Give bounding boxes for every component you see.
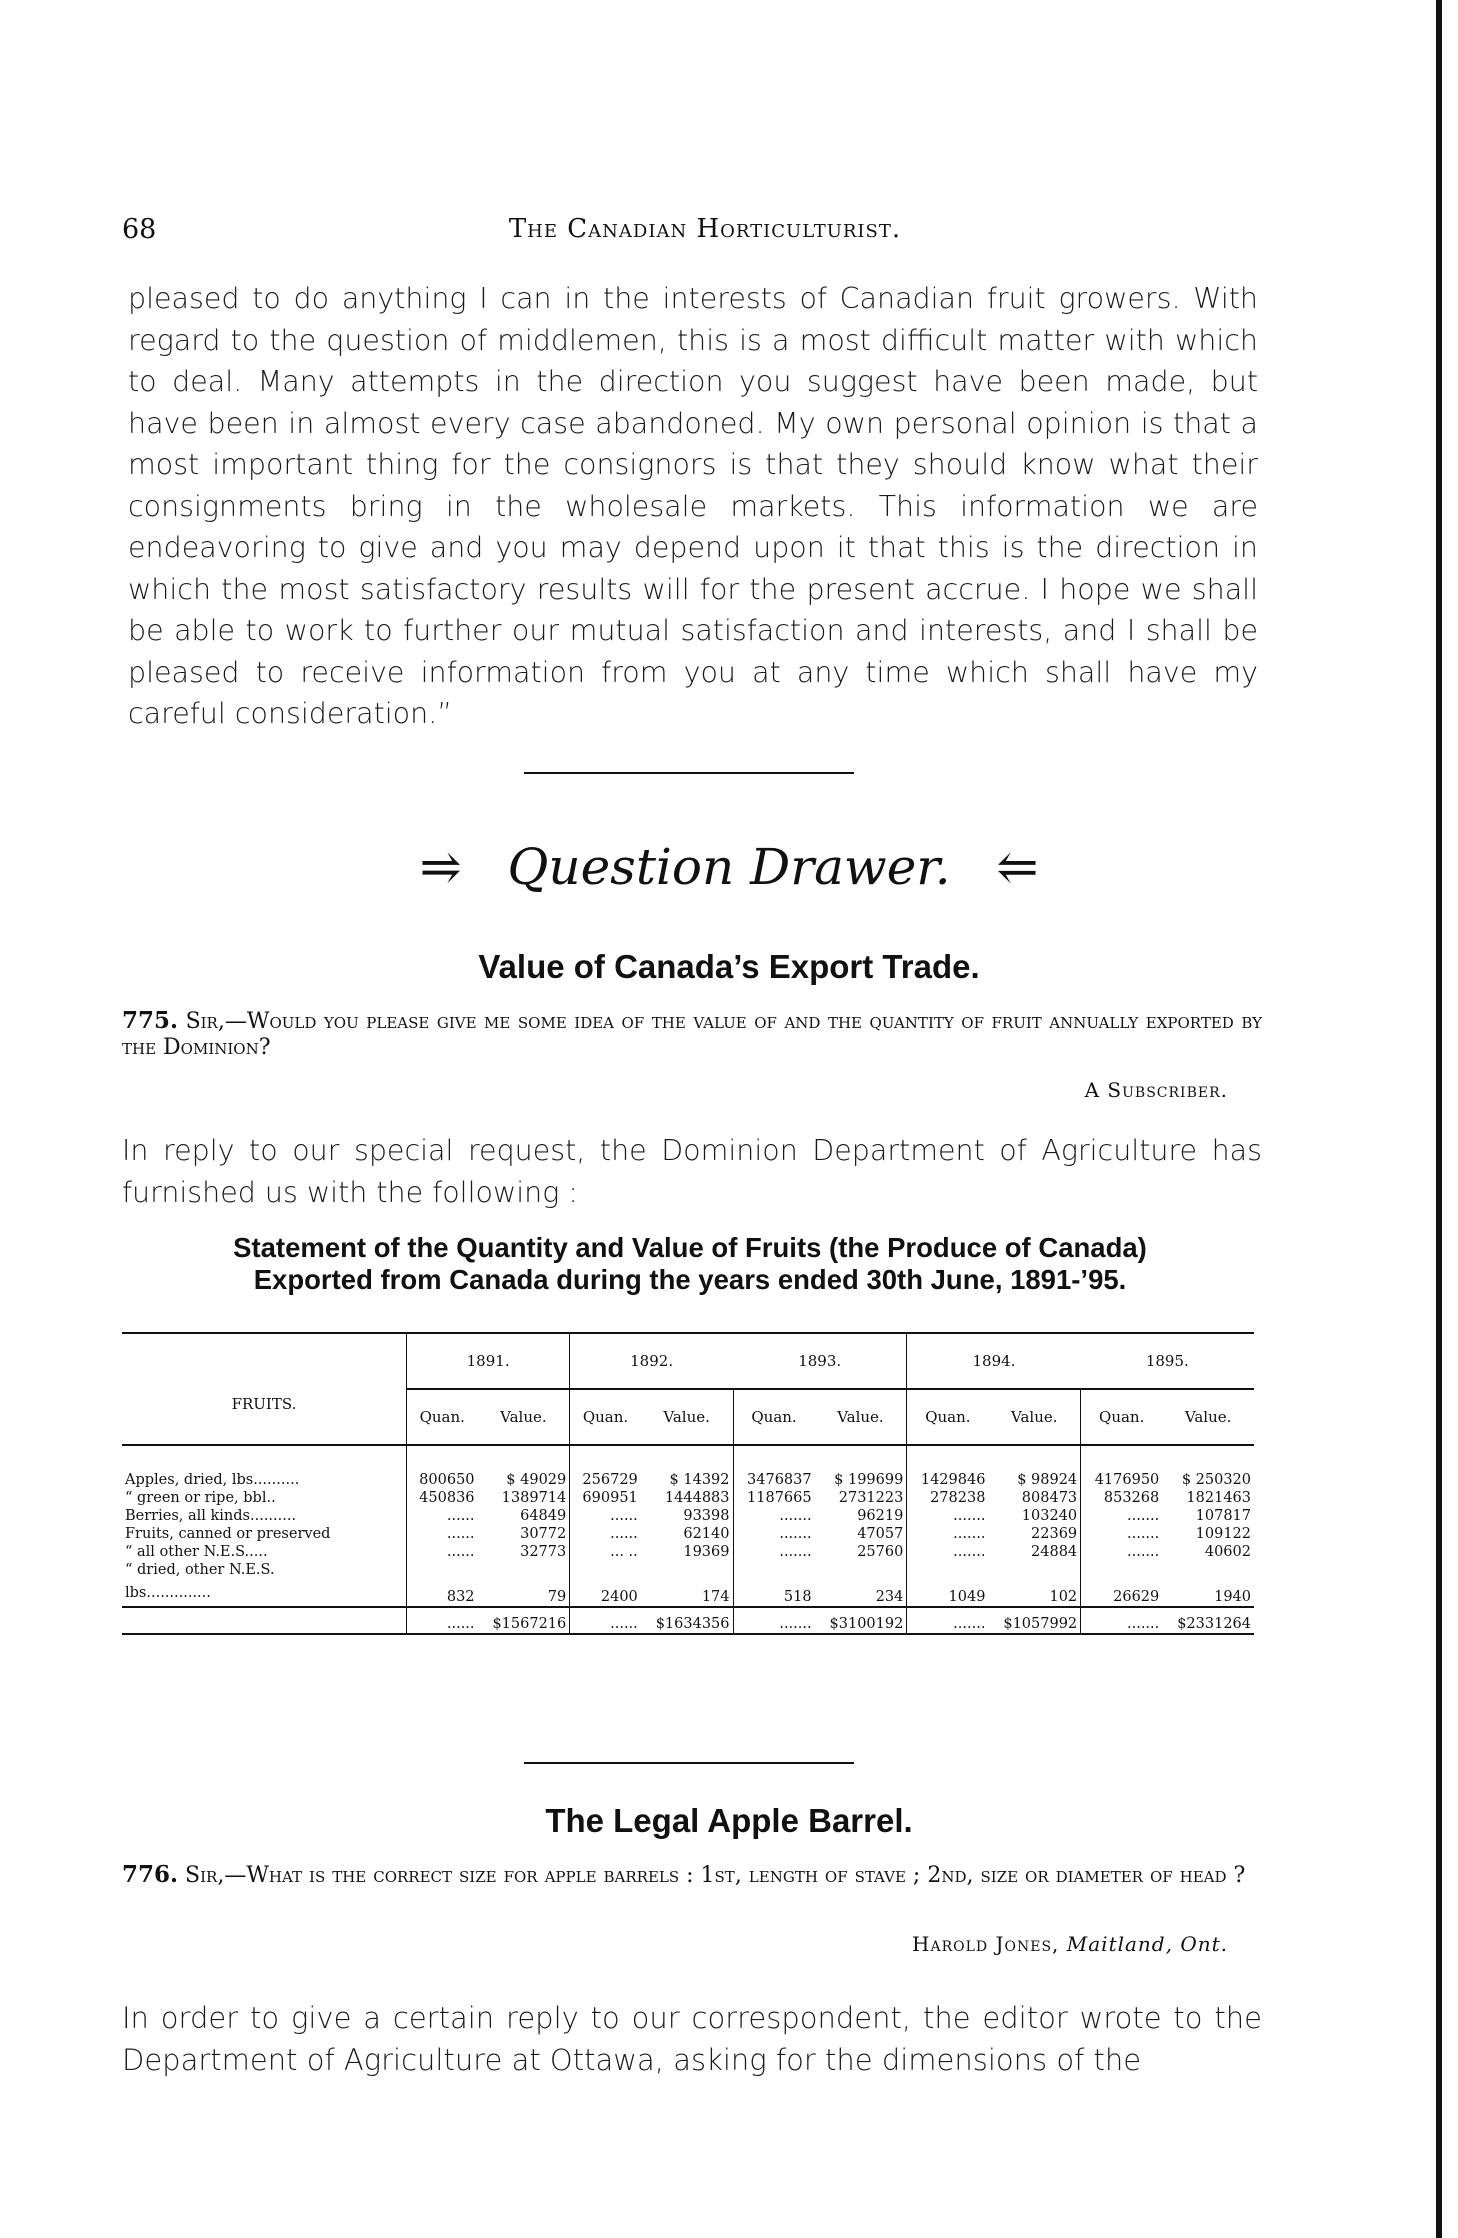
row-label: Apples, dried, lbs.......... — [125, 1472, 300, 1488]
table-cell: $ 49029 — [506, 1472, 567, 1488]
table-cell: 278238 — [907, 1489, 989, 1507]
table-cell: 853268 — [1081, 1489, 1163, 1507]
table-cell: 107817 — [1195, 1508, 1251, 1524]
sub-header-cell: Quan. — [907, 1389, 989, 1445]
table-cell: 93398 — [683, 1508, 730, 1524]
totals-row — [122, 1607, 1254, 1634]
sub-header-cell: Quan. — [1081, 1389, 1163, 1445]
q776-signature — [912, 1932, 1228, 1956]
table-cell: ....... — [733, 1525, 815, 1543]
table-cell: 3476837 — [733, 1445, 815, 1489]
table-cell — [478, 1561, 570, 1579]
table-cell: ....... — [1081, 1525, 1163, 1543]
table-cell: 234 — [875, 1589, 904, 1605]
table-cell: 1444883 — [664, 1490, 730, 1506]
table-cell: 26629 — [1081, 1579, 1163, 1607]
totals-label-cell — [122, 1607, 407, 1634]
export-table-wrap — [122, 1332, 1262, 1732]
table-cell: ....... — [733, 1543, 815, 1561]
section-title — [0, 838, 1458, 896]
table-row — [122, 1579, 1254, 1607]
row-label: “ dried, other N.E.S. — [125, 1562, 275, 1578]
sub-header-cell: Value. — [1184, 1408, 1232, 1426]
table-cell: $ 14392 — [669, 1472, 730, 1488]
table-cell: 103240 — [1021, 1508, 1078, 1524]
table-row — [122, 1543, 1254, 1561]
sub-header-cell: Value. — [663, 1408, 710, 1426]
total-cell: $1567216 — [492, 1616, 567, 1632]
table-cell: 32773 — [520, 1544, 567, 1560]
fruits-header: FRUITS. — [122, 1333, 407, 1445]
table-cell: ....... — [907, 1543, 989, 1561]
year-header: 1894. — [907, 1333, 1081, 1389]
table-cell — [1162, 1561, 1254, 1579]
q775-question — [122, 1008, 1262, 1061]
table-cell: 79 — [547, 1589, 567, 1605]
divider-rule — [524, 772, 854, 774]
table-cell: 102 — [1049, 1589, 1078, 1605]
table-cell: 25760 — [857, 1544, 904, 1560]
table-cell — [988, 1561, 1080, 1579]
table-cell: 174 — [701, 1589, 730, 1605]
table-cell: 800650 — [407, 1445, 478, 1489]
table-cell: 1389714 — [501, 1490, 567, 1506]
table-cell: 19369 — [683, 1544, 730, 1560]
q775-text: Sir,—Would you please give me some idea of the value of and the quantity of fruit annually exported by the Dominion? — [122, 1009, 1262, 1060]
journal-title: The Canadian Horticulturist. — [508, 214, 902, 244]
total-cell: ....... — [733, 1607, 815, 1634]
table-cell: 808473 — [1021, 1490, 1078, 1506]
table-cell: 24884 — [1031, 1544, 1078, 1560]
row-label: “ all other N.E.S..... — [125, 1544, 268, 1560]
q776-text: Sir,—What is the correct size for apple barrels : 1st, length of stave ; 2nd, size or diameter of head ? — [185, 1863, 1246, 1888]
q776-heading: The Legal Apple Barrel. — [545, 1802, 913, 1839]
year-header: 1895. — [1145, 1352, 1189, 1370]
page-number: 68 — [122, 214, 157, 245]
table-cell: ....... — [907, 1525, 989, 1543]
q775-number: 775. — [122, 1007, 179, 1034]
table-cell: 40602 — [1204, 1544, 1251, 1560]
table-cell: 47057 — [857, 1526, 904, 1542]
total-cell: ....... — [907, 1607, 989, 1634]
section-title-text: Question Drawer. — [507, 838, 951, 896]
table-row — [122, 1561, 1254, 1579]
total-cell: $2331264 — [1177, 1616, 1251, 1632]
statement-line-1: Statement of the Quantity and Value of Fruits (the Produce of Canada) — [233, 1232, 1147, 1263]
table-cell: 22369 — [1031, 1526, 1078, 1542]
table-cell: 109122 — [1195, 1526, 1251, 1542]
table-cell: 1429846 — [907, 1445, 989, 1489]
total-cell: $3100192 — [829, 1616, 904, 1632]
scan-edge-line — [1436, 0, 1442, 2238]
table-cell — [570, 1561, 641, 1579]
sub-header-cell: Value. — [837, 1408, 884, 1426]
total-cell: $1057992 — [1003, 1616, 1078, 1632]
table-cell: 1821463 — [1186, 1490, 1251, 1506]
table-cell: $ 199699 — [834, 1472, 904, 1488]
table-cell: 62140 — [683, 1526, 730, 1542]
table-cell: 2731223 — [838, 1490, 904, 1506]
table-cell: 450836 — [407, 1489, 478, 1507]
row-label: lbs.............. — [125, 1584, 211, 1601]
q776-number: 776. — [122, 1861, 179, 1888]
table-cell — [641, 1561, 733, 1579]
total-cell: ...... — [407, 1607, 478, 1634]
table-cell — [815, 1561, 907, 1579]
total-cell: ...... — [570, 1607, 641, 1634]
table-cell: ....... — [1081, 1543, 1163, 1561]
table-cell: ...... — [407, 1543, 478, 1561]
table-body — [122, 1445, 1254, 1607]
right-ornament-icon: ⥢ — [996, 838, 1039, 896]
row-label: Fruits, canned or preserved — [125, 1526, 331, 1542]
table-cell: 4176950 — [1081, 1445, 1163, 1489]
table-cell — [733, 1561, 815, 1579]
table-cell: ....... — [733, 1507, 815, 1525]
statement-line-2: Exported from Canada during the years ended 30th June, 1891-’95. — [253, 1264, 1127, 1295]
table-cell: 96219 — [857, 1508, 904, 1524]
q776-signature-place: Maitland, Ont. — [1066, 1932, 1228, 1956]
sub-header-cell: Value. — [500, 1408, 547, 1426]
table-cell: 832 — [407, 1579, 478, 1607]
q775-signature: A Subscriber. — [1084, 1078, 1228, 1102]
table-cell — [1081, 1561, 1163, 1579]
sub-header-cell: Quan. — [407, 1389, 478, 1445]
table-cell: ....... — [1081, 1507, 1163, 1525]
table-cell: 1187665 — [733, 1489, 815, 1507]
sub-header-cell: Quan. — [570, 1389, 641, 1445]
year-header: 1893. — [798, 1352, 842, 1370]
running-head — [122, 214, 1288, 248]
total-cell: ....... — [1081, 1607, 1163, 1634]
q776-signature-name: Harold Jones, — [912, 1932, 1060, 1956]
table-cell: ....... — [907, 1507, 989, 1525]
table-cell: ...... — [570, 1525, 641, 1543]
table-cell: ...... — [570, 1507, 641, 1525]
table-cell — [407, 1561, 478, 1579]
table-cell: 518 — [733, 1579, 815, 1607]
table-cell: 1940 — [1214, 1589, 1251, 1605]
sub-header-cell: Value. — [1011, 1408, 1058, 1426]
row-label: Berries, all kinds.......... — [125, 1508, 297, 1524]
year-header: 1892. — [570, 1333, 733, 1389]
table-row — [122, 1445, 1254, 1489]
table-cell: $ 250320 — [1181, 1472, 1251, 1488]
total-cell: $1634356 — [655, 1616, 730, 1632]
sub-header-cell: Quan. — [733, 1389, 815, 1445]
intro-paragraph: pleased to do anything I can in the interests of Canadian fruit growers. With regard to the question of middlemen, this is a most difficult matter with which to deal. Many attempts in the direction you suggest have been made, but have been in almost every case abandoned. My own personal opinion is that a most important thing for the consignors is that they should know what their consignments bring in the wholesale markets. This information we are endeavoring to give and you may depend upon it that this is the direction in which the most satisfactory results will for the present accrue. I hope we shall be able to work to further our mutual satisfaction and interests, and I shall be pleased to receive information from you at any time which shall have my careful consideration.” — [128, 282, 1258, 730]
divider-rule — [524, 1762, 854, 1764]
left-ornament-icon: ⥤ — [419, 838, 462, 896]
table-row — [122, 1525, 1254, 1543]
q775-reply: In reply to our special request, the Dominion Department of Agriculture has furnished us with the following : — [122, 1134, 1262, 1209]
table-row — [122, 1489, 1254, 1507]
table-cell: 256729 — [570, 1445, 641, 1489]
statement-heading — [100, 1232, 1280, 1296]
q775-heading: Value of Canada’s Export Trade. — [478, 948, 980, 985]
table-cell — [907, 1561, 989, 1579]
table-cell: 64849 — [520, 1508, 567, 1524]
table-cell: 1049 — [907, 1579, 989, 1607]
q776-reply: In order to give a certain reply to our correspondent, the editor wrote to the Department of Agriculture at Ottawa, asking for the dimensions of the — [122, 2001, 1262, 2077]
export-table — [122, 1332, 1254, 1635]
table-cell: $ 98924 — [1017, 1472, 1078, 1488]
table-cell: 2400 — [570, 1579, 641, 1607]
row-label: “ green or ripe, bbl.. — [125, 1490, 276, 1506]
table-row — [122, 1507, 1254, 1525]
table-cell: 690951 — [570, 1489, 641, 1507]
year-header: 1891. — [407, 1333, 570, 1389]
q776-question — [122, 1862, 1262, 1889]
table-cell: ...... — [407, 1507, 478, 1525]
table-cell: ... .. — [570, 1543, 641, 1561]
table-cell: ...... — [407, 1525, 478, 1543]
table-cell: 30772 — [520, 1526, 567, 1542]
